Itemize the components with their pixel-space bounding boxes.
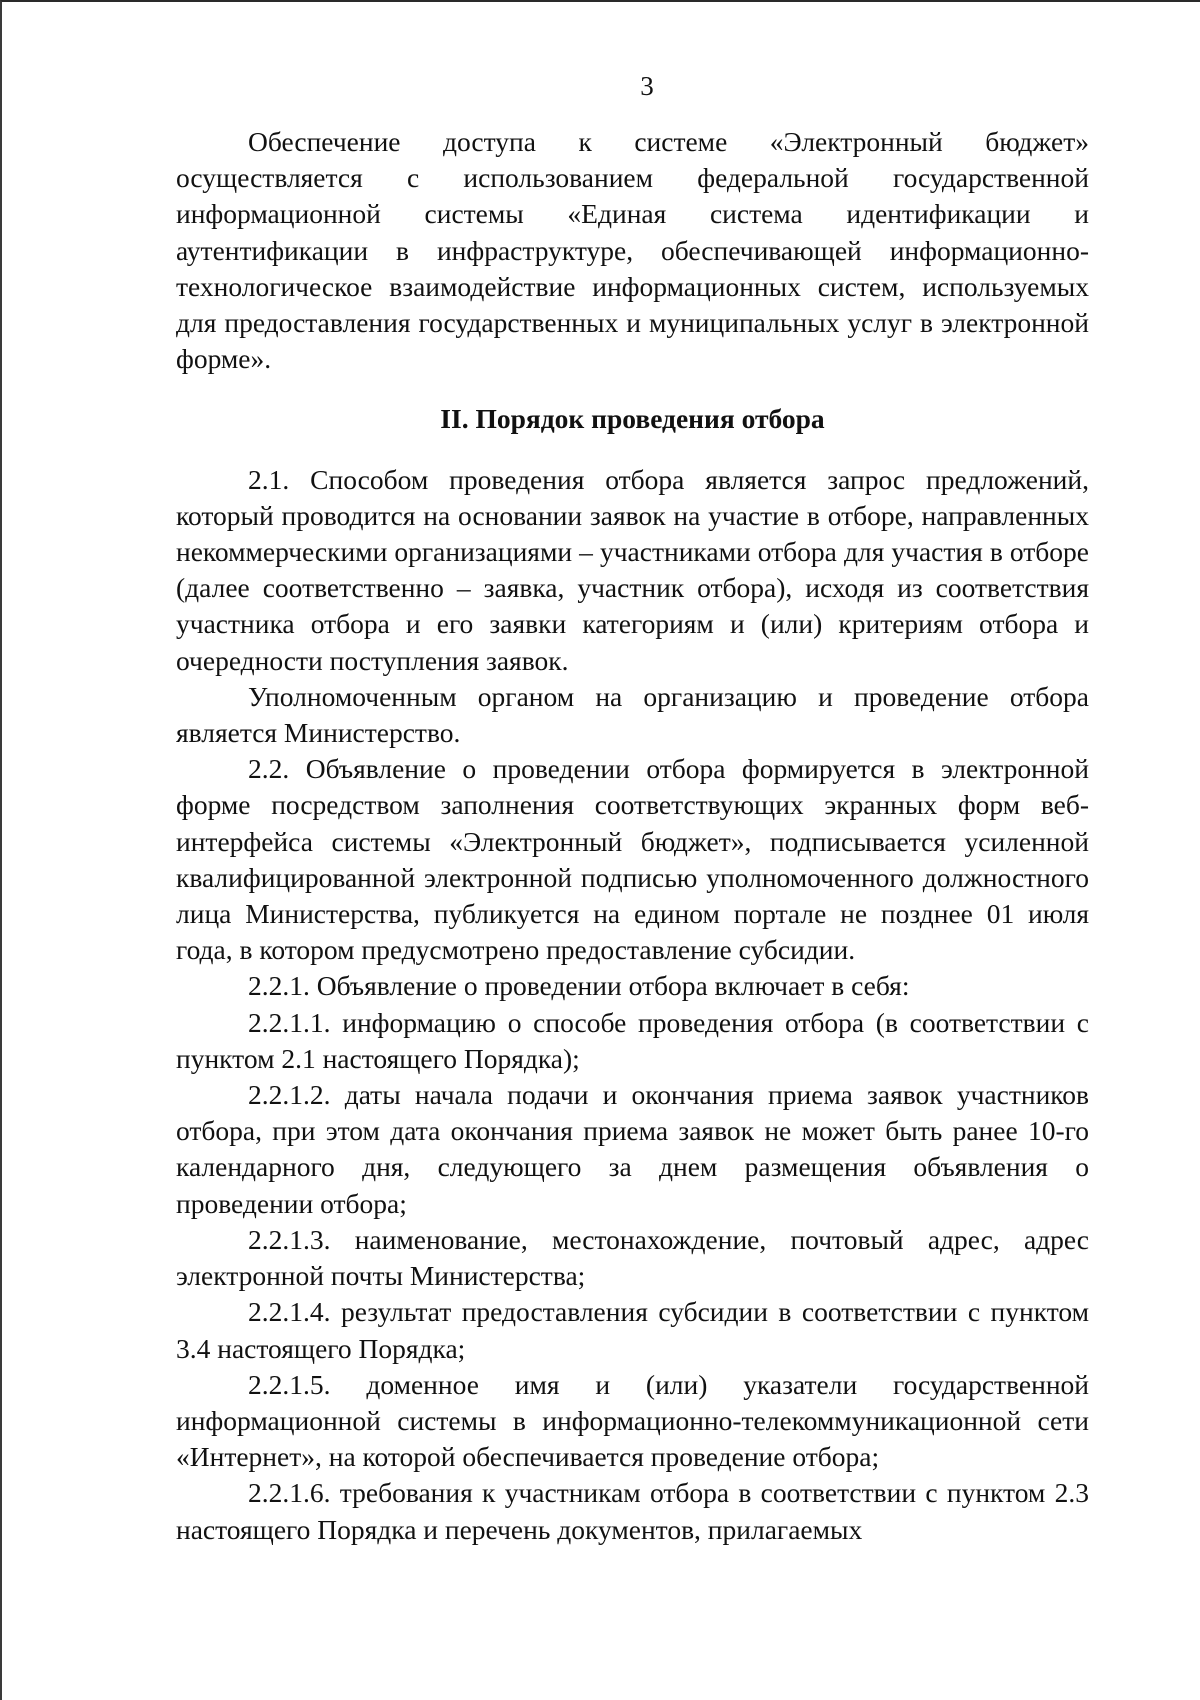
paragraph-2-2-1: 2.2.1. Объявление о проведении отбора включает в себя: — [248, 970, 910, 1002]
section-heading: II. Порядок проведения отбора — [440, 403, 825, 435]
page-number: 3 — [640, 71, 654, 101]
paragraph-2-2: 2.2. Объявление о проведении отбора формируется в электронной форме посредством заполнения соответствующих экранных форм веб-интерфейса системы «Электронный бюджет», подписывается усиленной квалифицированной электронной подписью уполномоченного должностного лица Министерства, публикуется на едином портале не позднее 01 июля года, в котором предусмотрено предоставление субсидии. — [176, 753, 1089, 966]
paragraph-2-1: 2.1. Способом проведения отбора является запрос предложений, который проводится на основании заявок на участие в отборе, направленных некоммерческими организациями – участниками отбора для участия в отборе (далее соответственно – заявка, участник отбора), исходя из соответствия участника отбора и его заявки категориям и (или) критериям отбора и очередности поступления заявок. — [176, 463, 1089, 676]
paragraph-2-2-1-6: 2.2.1.6. требования к участникам отбора в соответствии с пунктом 2.3 настоящего Порядка и перечень документов, прилагаемых — [176, 1477, 1089, 1545]
paragraph-2-2-1-2: 2.2.1.2. даты начала подачи и окончания приема заявок участников отбора, при этом дата окончания приема заявок не может быть ранее 10-го календарного дня, следующего за днем размещения объявления о проведении отбора; — [176, 1079, 1089, 1219]
paragraph-2-2-1-1: 2.2.1.1. информацию о способе проведения отбора (в соответствии с пунктом 2.1 настоящего Порядка); — [176, 1006, 1089, 1074]
document-body — [176, 124, 1089, 1548]
paragraph-access-provision: Обеспечение доступа к системе «Электронный бюджет» осуществляется с использованием федеральной государственной информационной системы «Единая система идентификации и аутентификации в инфраструктуре, обеспечивающей информационно-технологическое взаимодействие информационных систем, используемых для предоставления государственных и муниципальных услуг в электронной форме». — [176, 126, 1089, 375]
paragraph-2-2-1-5: 2.2.1.5. доменное имя и (или) указатели государственной информационной системы в информационно-телекоммуникационной сети «Интернет», на которой обеспечивается проведение отбора; — [176, 1368, 1089, 1473]
paragraph-2-2-1-3: 2.2.1.3. наименование, местонахождение, почтовый адрес, адрес электронной почты Министерства; — [176, 1223, 1089, 1292]
paragraph-2-2-1-4: 2.2.1.4. результат предоставления субсидии в соответствии с пунктом 3.4 настоящего Порядка; — [176, 1296, 1089, 1364]
paragraph-authorized-body: Уполномоченным органом на организацию и проведение отбора является Министерство. — [176, 680, 1089, 749]
